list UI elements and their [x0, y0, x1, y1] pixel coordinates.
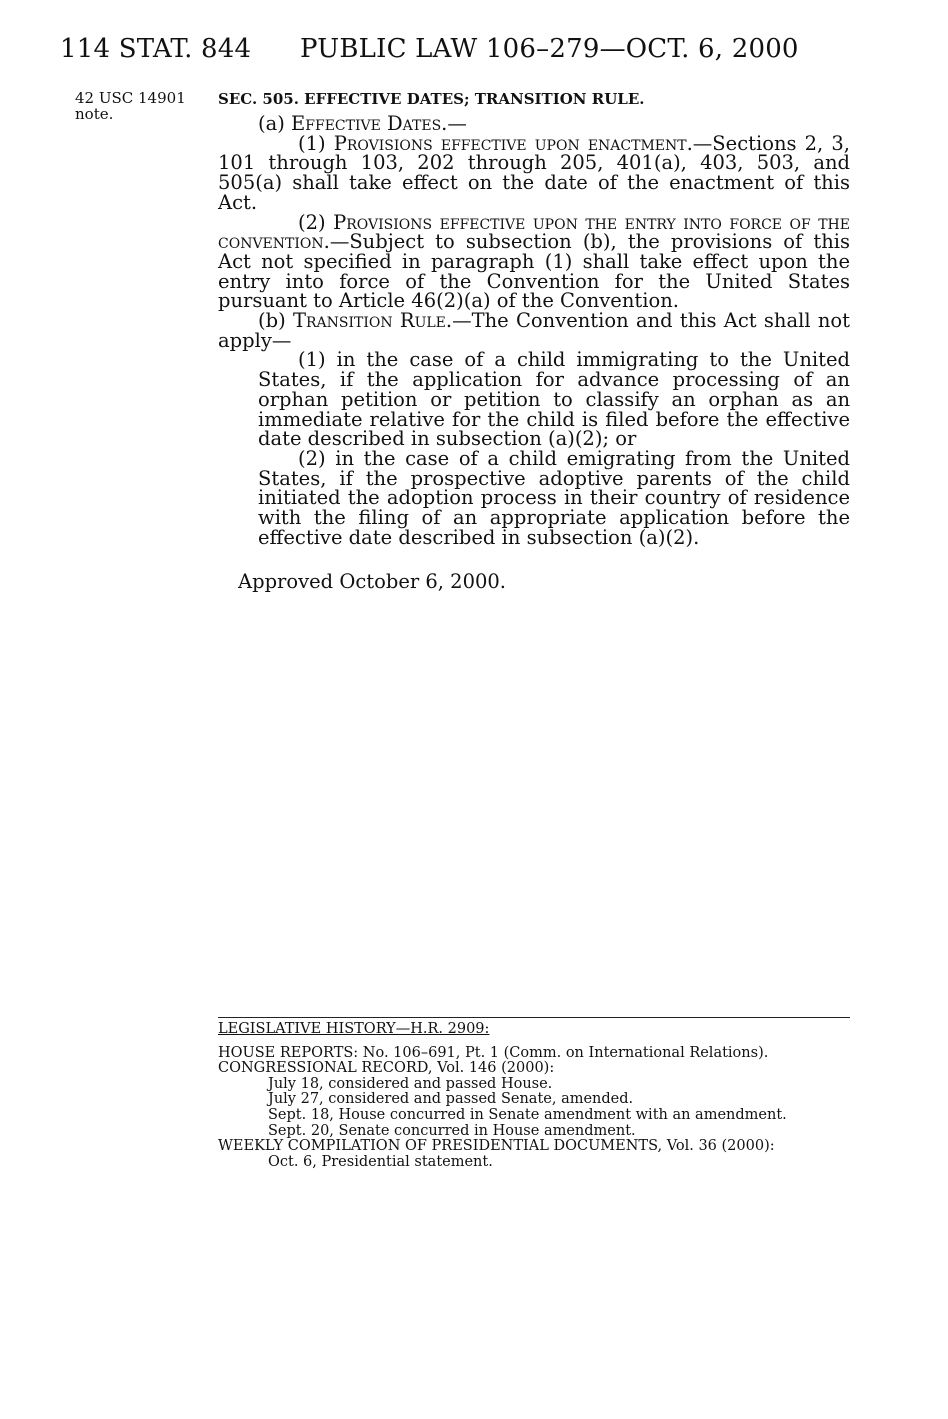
divider [218, 1017, 850, 1018]
law-title: PUBLIC LAW 106–279—OCT. 6, 2000 [300, 34, 799, 64]
subsection-a-suffix: .— [441, 112, 467, 135]
section-heading: SEC. 505. EFFECTIVE DATES; TRANSITION RULE. [218, 90, 645, 108]
margin-note-label: note. [75, 105, 114, 123]
paragraph-a1-caption: Provisions effective upon enactment [333, 131, 687, 155]
page-reference: 114 STAT. 844 [60, 34, 252, 64]
weekly-compilation: WEEKLY COMPILATION OF PRESIDENTIAL DOCUMENTS, Vol. 36 (2000): [218, 1138, 775, 1155]
subsection-a-label: (a) [258, 112, 292, 135]
subsection-b-text: .—The Convention and this Act shall not apply— [218, 309, 850, 352]
paragraph-a2-label: (2) [298, 210, 334, 234]
paragraph-a1-text: .—Sections 2, 3, 101 through 103, 202 through 205, 401(a), 403, 503, and 505(a) shall take effect on the date of the enactment of this Act. [218, 131, 850, 214]
subsection-b-caption: Transition Rule [292, 309, 446, 333]
paragraph-a2-text: .—Subject to subsection (b), the provisions of this Act not specified in paragraph (1) shall take effect upon the entry into force of the Convention for the United States pursuant to Article 46(2)(a) of the Convention. [218, 230, 850, 313]
list-item: Oct. 6, Presidential statement. [268, 1153, 493, 1170]
subsection-b-label: (b) [258, 309, 293, 333]
paragraph-a2-caption: Provisions effective upon the entry into force of the convention [218, 210, 850, 254]
paragraph-a1 [218, 131, 850, 214]
paragraph-a1-label: (1) [298, 131, 334, 155]
legislative-history-title: LEGISLATIVE HISTORY—H.R. 2909: [218, 1021, 490, 1037]
list-item: July 18, considered and passed House. [268, 1075, 553, 1092]
margin-note [75, 90, 205, 122]
house-reports: HOUSE REPORTS: No. 106–691, Pt. 1 (Comm. on International Relations). [218, 1044, 769, 1061]
paragraph-b2: (2) in the case of a child emigrating from the United States, if the prospective adoptive parents of the child initiated the adoption process in their country of residence with the filing of an appropriate application before the effective date described in subsection (a)(2). [258, 446, 850, 549]
list-item: Sept. 20, Senate concurred in House amendment. [268, 1122, 636, 1139]
section-body [218, 114, 850, 547]
approval-date: Approved October 6, 2000. [238, 570, 507, 593]
list-item: July 27, considered and passed Senate, amended. [268, 1091, 634, 1108]
subsection-b [218, 311, 850, 350]
paragraph-a2 [218, 210, 850, 313]
subsection-a-caption: Effective Dates [291, 112, 442, 135]
legislative-history [218, 1022, 850, 1170]
paragraph-b1: (1) in the case of a child immigrating to the United States, if the application for advance processing of an orphan petition or petition to classify an orphan as an immediate relative for the child is filed before the effective date described in subsection (a)(2); or [258, 348, 850, 451]
congressional-record: CONGRESSIONAL RECORD, Vol. 146 (2000): [218, 1060, 555, 1077]
list-item: Sept. 18, House concurred in Senate amendment with an amendment. [268, 1106, 787, 1123]
margin-note-citation: 42 USC 14901 [75, 89, 186, 107]
